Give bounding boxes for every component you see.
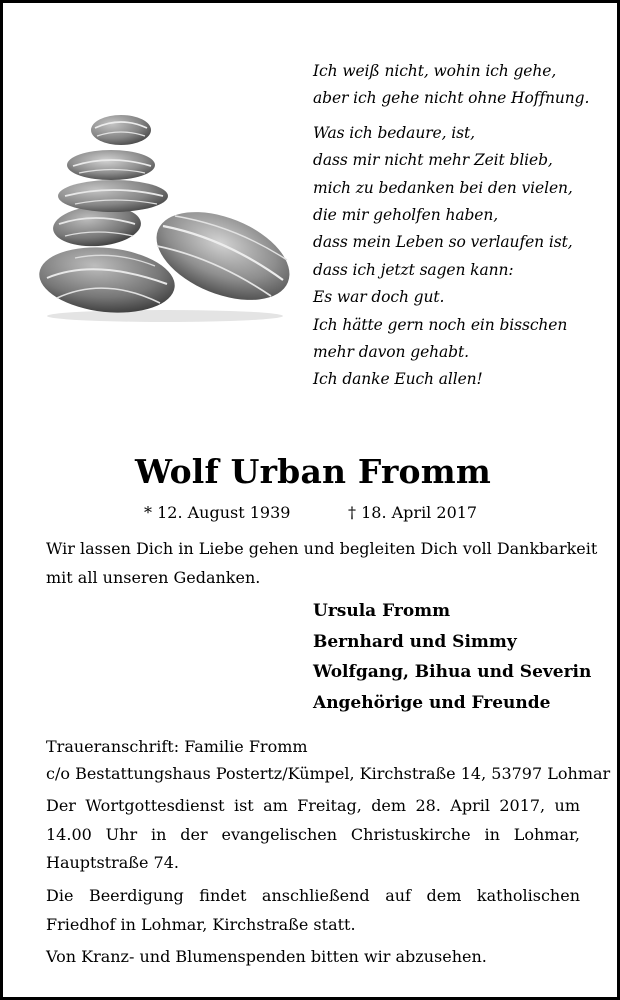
poem-line: aber ich gehe nicht ohne Hoffnung.: [313, 89, 590, 108]
mourner-name: Ursula Fromm: [313, 601, 451, 621]
mourning-address: [46, 733, 611, 787]
address-line: Traueranschrift: Familie Fromm: [46, 737, 308, 756]
poem-line: die mir geholfen haben,: [313, 206, 499, 225]
mourner-name: Angehörige und Freunde: [313, 692, 551, 713]
address-line: c/o Bestattungshaus Postertz/Kümpel, Kirchstraße 14, 53797 Lohmar: [46, 764, 611, 783]
poem-line: Ich hätte gern noch ein bisschen: [313, 315, 568, 334]
poem-line: Ich danke Euch allen!: [313, 370, 483, 389]
poem-line: dass mir nicht mehr Zeit blieb,: [313, 151, 553, 170]
poem-line: mich zu bedanken bei den vielen,: [313, 178, 573, 197]
poem: [313, 58, 613, 394]
birth-date: * 12. August 1939: [144, 503, 291, 522]
farewell-line: mit all unseren Gedanken.: [46, 567, 261, 587]
poem-line: Es war doch gut.: [313, 288, 445, 307]
poem-stanza: [313, 120, 613, 394]
mourner-name: Bernhard und Simmy: [313, 631, 517, 652]
stacked-stones-image: [35, 108, 295, 323]
poem-line: dass ich jetzt sagen kann:: [313, 260, 514, 279]
farewell-text: [46, 535, 598, 592]
poem-line: Was ich bedaure, ist,: [313, 123, 475, 142]
service-info: Der Wortgottesdienst ist am Freitag, dem 28. April 2017, um 14.00 Uhr in der evangelischen Christuskirche in Lohmar, Hauptstraße 74.: [46, 796, 580, 872]
poem-line: Ich weiß nicht, wohin ich gehe,: [313, 62, 557, 80]
poem-stanza: [313, 58, 613, 113]
death-date: † 18. April 2017: [348, 503, 478, 522]
flowers-request: Von Kranz- und Blumenspenden bitten wir abzusehen.: [46, 947, 487, 966]
mourner-name: Wolfgang, Bihua und Severin: [313, 662, 592, 682]
poem-line: dass mein Leben so verlaufen ist,: [313, 233, 573, 252]
farewell-line: Wir lassen Dich in Liebe gehen und begleiten Dich voll Dankbarkeit: [46, 539, 598, 558]
mourners-list: [313, 596, 591, 718]
poem-line: mehr davon gehabt.: [313, 343, 469, 362]
burial-info: Die Beerdigung findet anschließend auf dem katholischen Friedhof in Lohmar, Kirchstraße statt.: [46, 886, 580, 934]
deceased-name: Wolf Urban Fromm: [135, 452, 491, 491]
